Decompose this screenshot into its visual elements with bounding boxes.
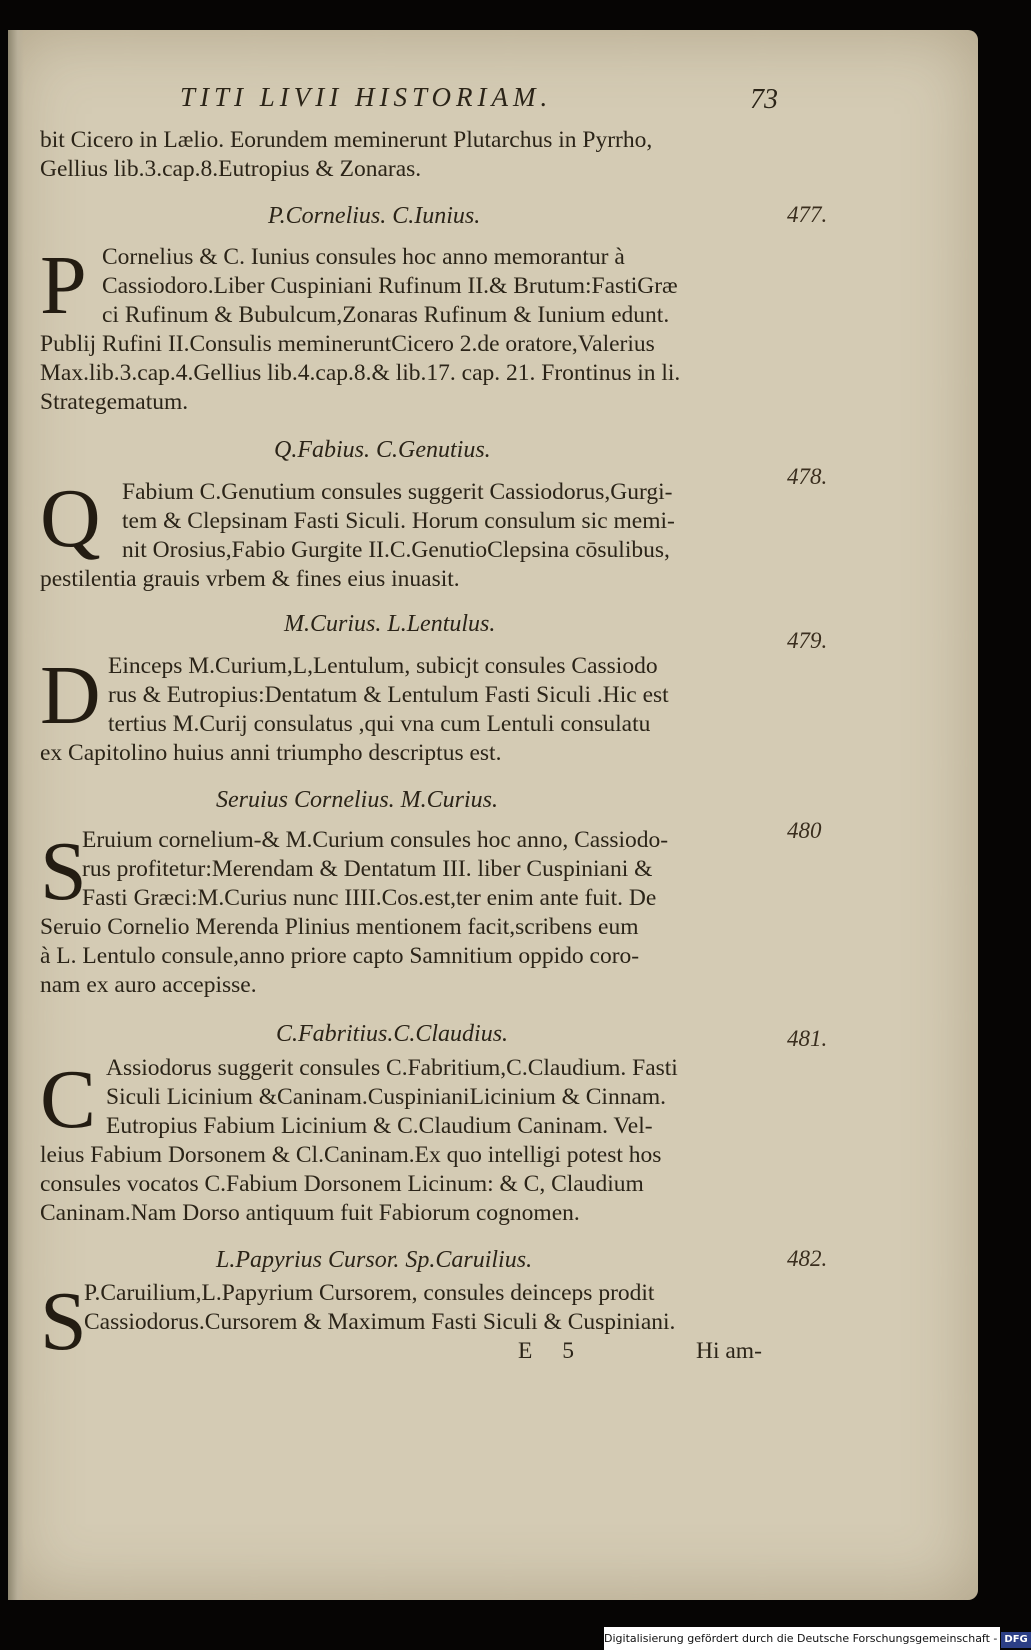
year-marker: 478. <box>787 464 828 489</box>
year-marker: 482. <box>787 1246 828 1271</box>
text-line: rus & Eutropius:Dentatum & Lentulum Fasti Siculi .Hic est <box>108 682 669 708</box>
text-line: Gellius lib.3.cap.8.Eutropius & Zonaras. <box>40 156 422 182</box>
section-heading: L.Papyrius Cursor. Sp.Caruilius. <box>216 1247 533 1273</box>
text-line: ex Capitolino huius anni triumpho descriptus est. <box>40 740 502 766</box>
section-heading: C.Fabritius.C.Claudius. <box>276 1021 509 1047</box>
text-line: Assiodorus suggerit consules C.Fabritium,C.Claudium. Fasti <box>106 1055 678 1081</box>
text-line: Publij Rufini II.Consulis memineruntCicero 2.de oratore,Valerius <box>40 331 655 357</box>
catchword: Hi am- <box>696 1338 762 1364</box>
text-line: consules vocatos C.Fabium Dorsonem Licinum: & C, Claudium <box>40 1171 644 1197</box>
text-line: ci Rufinum & Bubulcum,Zonaras Rufinum & Iunium edunt. <box>102 302 670 328</box>
section-heading: P.Cornelius. C.Iunius. <box>268 203 481 229</box>
text-line: leius Fabium Dorsonem & Cl.Caninam.Ex quo intelligi potest hos <box>40 1142 662 1168</box>
text-line: Caninam.Nam Dorso antiquum fuit Fabiorum cognomen. <box>40 1200 580 1226</box>
section-heading: Seruius Cornelius. M.Curius. <box>216 787 499 813</box>
initial-letter: S <box>40 825 87 918</box>
running-head: TITI LIVII HISTORIAM. <box>180 82 553 112</box>
initial-letter: P <box>40 239 87 332</box>
text-line: nam ex auro accepisse. <box>40 972 257 998</box>
text-line: rus profitetur:Merendam & Dentatum III. liber Cuspiniani & <box>82 856 653 882</box>
initial-letter: C <box>40 1053 97 1146</box>
text-line: à L. Lentulo consule,anno priore capto Samnitium oppido coro- <box>40 943 640 969</box>
year-marker: 480 <box>787 818 822 843</box>
text-line: Max.lib.3.cap.4.Gellius lib.4.cap.8.& lib.17. cap. 21. Frontinus in li. <box>40 360 681 386</box>
page-gutter <box>8 30 24 1600</box>
text-line: nit Orosius,Fabio Gurgite II.C.GenutioClepsina cōsulibus, <box>122 537 670 563</box>
text-line: tertius M.Curij consulatus ,qui vna cum Lentuli consulatu <box>108 711 651 737</box>
text-line: Fabium C.Genutium consules suggerit Cassiodorus,Gurgi- <box>122 479 673 505</box>
text-line: P.Caruilium,L.Papyrium Cursorem, consules deinceps prodit <box>84 1280 655 1306</box>
initial-letter: Q <box>40 472 101 565</box>
year-marker: 479. <box>787 628 828 653</box>
text-line: Strategematum. <box>40 389 189 415</box>
footer-credit: Digitalisierung gefördert durch die Deutsche Forschungsgemeinschaft - <box>604 1632 998 1645</box>
dfg-logo: DFG <box>1001 1632 1030 1648</box>
text-line: Seruio Cornelio Merenda Plinius mentionem facit,scribens eum <box>40 914 639 940</box>
text-line: pestilentia grauis vrbem & fines eius inuasit. <box>40 566 460 592</box>
year-marker: 477. <box>787 202 828 227</box>
page-number: 73 <box>750 84 778 115</box>
initial-letter: S <box>40 1275 87 1368</box>
year-marker: 481. <box>787 1026 828 1051</box>
text-line: Siculi Licinium &Caninam.CuspinianiLicinium & Cinnam. <box>106 1084 667 1110</box>
text-line: Cassiodorus.Cursorem & Maximum Fasti Siculi & Cuspiniani. <box>84 1309 676 1335</box>
text-line: Einceps M.Curium,L,Lentulum, subicjt consules Cassiodo <box>108 653 658 679</box>
text-line: Cornelius & C. Iunius consules hoc anno memorantur à <box>102 244 625 270</box>
text-line: Fasti Græci:M.Curius nunc IIII.Cos.est,ter enim ante fuit. De <box>82 885 657 911</box>
text-line: Eutropius Fabium Licinium & C.Claudium Caninam. Vel- <box>106 1113 653 1139</box>
initial-letter: D <box>40 649 101 742</box>
text-line: Cassiodoro.Liber Cuspiniani Rufinum II.& Brutum:FastiGræ <box>102 273 678 299</box>
section-heading: M.Curius. L.Lentulus. <box>284 611 496 637</box>
section-heading: Q.Fabius. C.Genutius. <box>274 437 491 463</box>
text-line: tem & Clepsinam Fasti Siculi. Horum consulum sic memi- <box>122 508 675 534</box>
text-line: bit Cicero in Lælio. Eorundem meminerunt Plutarchus in Pyrrho, <box>40 127 653 153</box>
signature-mark: E 5 <box>518 1338 586 1364</box>
text-line: Eruium cornelium-& M.Curium consules hoc anno, Cassiodo- <box>82 827 669 853</box>
digitization-footer <box>604 1627 1028 1650</box>
